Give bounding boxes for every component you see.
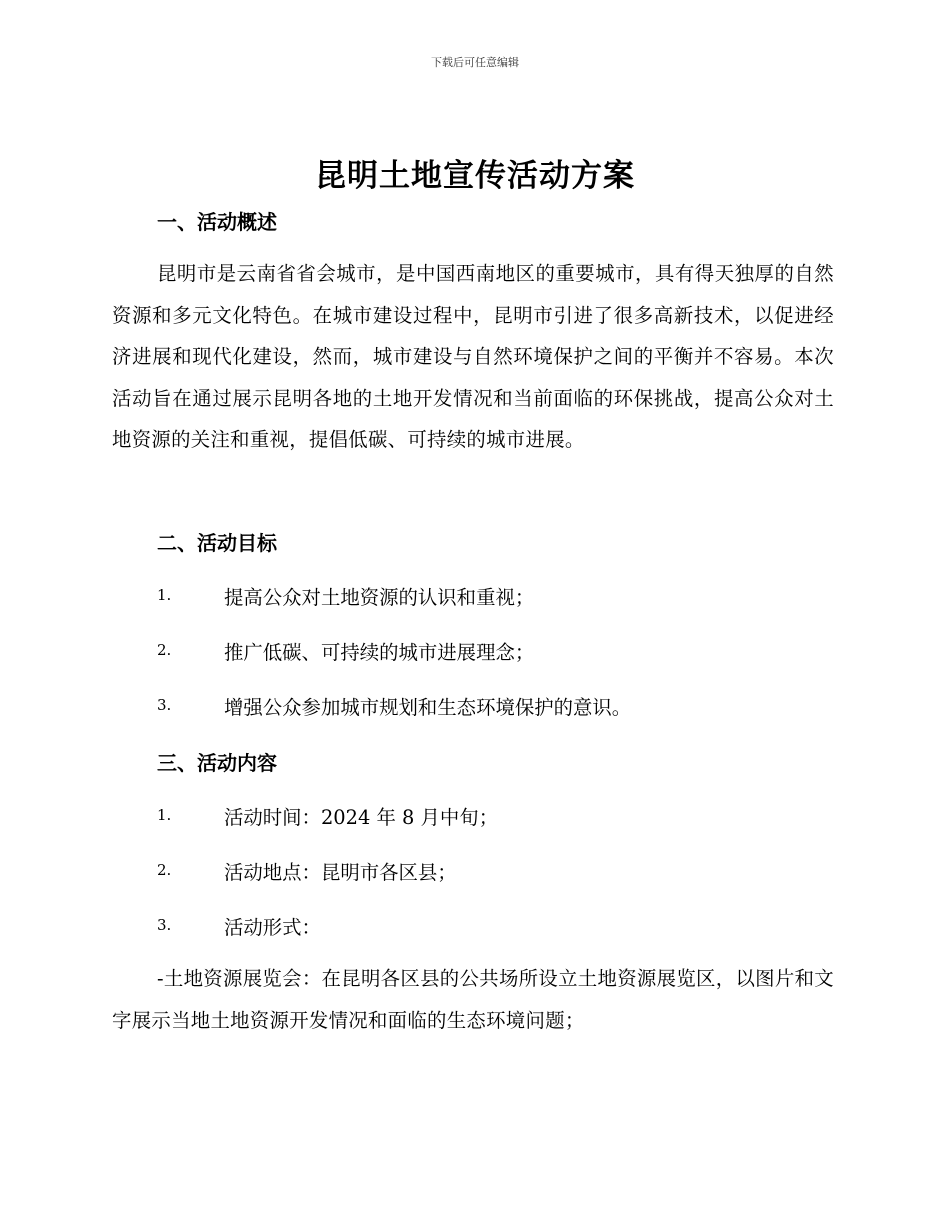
list-item-number: 3.: [157, 916, 172, 934]
list-item-text: 活动地点：昆明市各区县；: [224, 861, 457, 884]
exhibition-paragraph: -土地资源展览会：在昆明各区县的公共场所设立土地资源展览区，以图片和文字展示当地土地资源开发情况和面临的生态环境问题；: [112, 967, 834, 1032]
list-item-number: 2.: [157, 861, 172, 879]
list-item-number: 1.: [157, 586, 172, 604]
list-item-number: 3.: [157, 696, 172, 714]
list-item-text: 提高公众对土地资源的认识和重视；: [224, 586, 535, 609]
page-header-note: 下载后可任意编辑: [431, 56, 519, 69]
document-title: 昆明土地宣传活动方案: [315, 158, 635, 194]
list-item-number: 2.: [157, 641, 172, 659]
section-heading-overview: 一、活动概述: [157, 210, 277, 234]
section-heading-goals: 二、活动目标: [157, 531, 277, 555]
section-heading-content: 三、活动内容: [157, 751, 277, 775]
list-item-number: 1.: [157, 806, 172, 824]
list-item-text: 活动时间：2024 年 8 月中旬；: [224, 806, 499, 829]
list-item-text: 增强公众参加城市规划和生态环境保护的意识。: [224, 696, 632, 719]
list-item-text: 推广低碳、可持续的城市进展理念；: [224, 641, 535, 664]
overview-paragraph: 昆明市是云南省省会城市，是中国西南地区的重要城市，具有得天独厚的自然资源和多元文化特色。在城市建设过程中，昆明市引进了很多高新技术，以促进经济进展和现代化建设，然而，城市建设与自然环境保护之间的平衡并不容易。本次活动旨在通过展示昆明各地的土地开发情况和当前面临的环保挑战，提高公众对土地资源的关注和重视，提倡低碳、可持续的城市进展。: [112, 262, 834, 452]
list-item-text: 活动形式：: [224, 916, 321, 939]
